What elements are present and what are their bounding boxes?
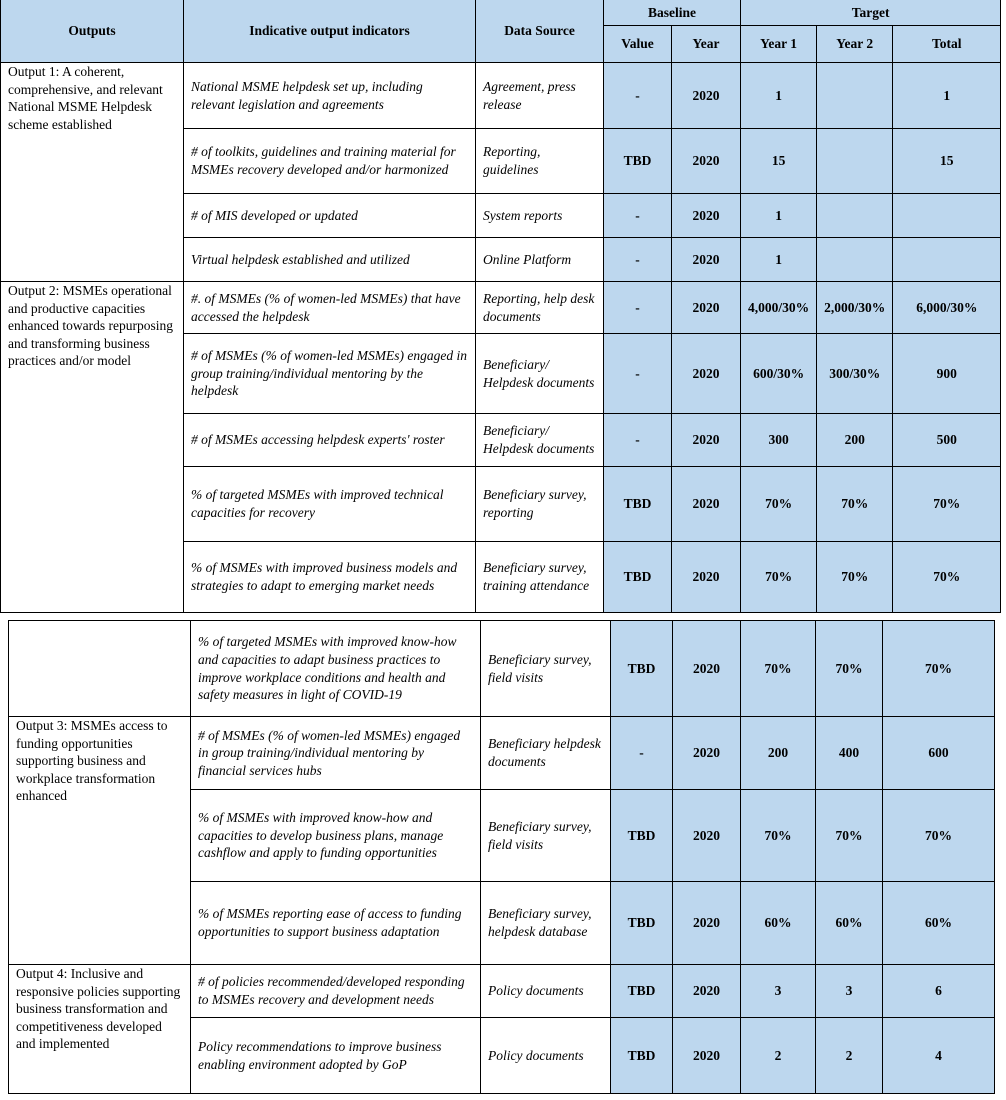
header-target: Target — [741, 0, 1001, 26]
results-table-part-2 — [8, 620, 995, 1094]
target-year1-cell: 300 — [741, 414, 817, 467]
target-year2-cell: 2 — [816, 1018, 883, 1094]
baseline-value-cell: - — [611, 717, 673, 790]
target-year2-cell — [817, 129, 893, 194]
baseline-year-cell: 2020 — [673, 790, 741, 882]
table-row — [1, 282, 1001, 334]
target-year1-cell: 200 — [741, 717, 816, 790]
target-year2-cell: 200 — [817, 414, 893, 467]
header-baseline: Baseline — [604, 0, 741, 26]
data-source-cell: Online Platform — [476, 238, 604, 282]
target-year1-cell: 600/30% — [741, 334, 817, 414]
baseline-year-cell: 2020 — [672, 129, 741, 194]
baseline-year-cell: 2020 — [673, 1018, 741, 1094]
baseline-value-cell: TBD — [611, 965, 673, 1018]
target-year2-cell: 400 — [816, 717, 883, 790]
indicator-cell: % of MSMEs with improved know-how and capacities to develop business plans, manage cashflow and apply to funding opportunities — [191, 790, 481, 882]
indicator-cell: # of MIS developed or updated — [184, 194, 476, 238]
target-year1-cell: 4,000/30% — [741, 282, 817, 334]
target-year1-cell: 70% — [741, 542, 817, 613]
baseline-year-cell: 2020 — [672, 542, 741, 613]
indicator-cell: #. of MSMEs (% of women-led MSMEs) that have accessed the helpdesk — [184, 282, 476, 334]
output-cell: Output 1: A coherent, comprehensive, and relevant National MSME Helpdesk scheme established — [1, 63, 184, 282]
data-source-cell: Beneficiary survey, field visits — [481, 621, 611, 717]
baseline-value-cell: TBD — [604, 467, 672, 542]
target-year1-cell: 1 — [741, 63, 817, 129]
target-total-cell: 70% — [883, 621, 995, 717]
data-source-cell: Beneficiary survey, field visits — [481, 790, 611, 882]
target-year2-cell: 70% — [816, 790, 883, 882]
baseline-year-cell: 2020 — [673, 882, 741, 965]
target-total-cell: 15 — [893, 129, 1001, 194]
data-source-cell: Beneficiary/ Helpdesk documents — [476, 414, 604, 467]
indicator-cell: Virtual helpdesk established and utilized — [184, 238, 476, 282]
header-year1: Year 1 — [741, 26, 817, 63]
target-total-cell: 60% — [883, 882, 995, 965]
header-total: Total — [893, 26, 1001, 63]
indicator-cell: % of MSMEs reporting ease of access to funding opportunities to support business adaptation — [191, 882, 481, 965]
target-year1-cell: 1 — [741, 238, 817, 282]
indicator-cell: # of MSMEs (% of women-led MSMEs) engaged in group training/individual mentoring by the helpdesk — [184, 334, 476, 414]
table-row — [9, 965, 995, 1018]
target-year1-cell: 70% — [741, 621, 816, 717]
baseline-value-cell: TBD — [611, 621, 673, 717]
indicator-cell: # of toolkits, guidelines and training material for MSMEs recovery developed and/or harmonized — [184, 129, 476, 194]
table-row — [1, 63, 1001, 129]
baseline-value-cell: - — [604, 63, 672, 129]
data-source-cell: Beneficiary survey, helpdesk database — [481, 882, 611, 965]
baseline-value-cell: - — [604, 334, 672, 414]
baseline-year-cell: 2020 — [672, 238, 741, 282]
header-year: Year — [672, 26, 741, 63]
target-year1-cell: 15 — [741, 129, 817, 194]
baseline-value-cell: TBD — [611, 882, 673, 965]
target-year2-cell: 70% — [817, 542, 893, 613]
target-total-cell: 600 — [883, 717, 995, 790]
header-value: Value — [604, 26, 672, 63]
baseline-value-cell: - — [604, 194, 672, 238]
target-year2-cell: 300/30% — [817, 334, 893, 414]
baseline-year-cell: 2020 — [673, 621, 741, 717]
target-total-cell: 70% — [893, 467, 1001, 542]
output-cell — [9, 621, 191, 717]
data-source-cell: Policy documents — [481, 965, 611, 1018]
table-row — [9, 621, 995, 717]
target-year1-cell: 2 — [741, 1018, 816, 1094]
target-total-cell: 70% — [893, 542, 1001, 613]
data-source-cell: Beneficiary helpdesk documents — [481, 717, 611, 790]
baseline-year-cell: 2020 — [672, 334, 741, 414]
data-source-cell: Agreement, press release — [476, 63, 604, 129]
output-cell: Output 2: MSMEs operational and productive capacities enhanced towards repurposing and transforming business practices and/or model — [1, 282, 184, 613]
data-source-cell: Reporting, guidelines — [476, 129, 604, 194]
data-source-cell: Beneficiary survey, reporting — [476, 467, 604, 542]
target-total-cell: 6,000/30% — [893, 282, 1001, 334]
header-year2: Year 2 — [817, 26, 893, 63]
target-total-cell: 900 — [893, 334, 1001, 414]
baseline-value-cell: - — [604, 238, 672, 282]
target-total-cell: 6 — [883, 965, 995, 1018]
baseline-year-cell: 2020 — [672, 414, 741, 467]
target-total-cell — [893, 194, 1001, 238]
baseline-year-cell: 2020 — [672, 282, 741, 334]
target-year2-cell: 70% — [816, 621, 883, 717]
target-year2-cell: 2,000/30% — [817, 282, 893, 334]
baseline-value-cell: TBD — [604, 542, 672, 613]
output-cell: Output 4: Inclusive and responsive policies supporting business transformation and competitiveness developed and implemented — [9, 965, 191, 1094]
output-cell: Output 3: MSMEs access to funding opportunities supporting business and workplace transformation enhanced — [9, 717, 191, 965]
target-total-cell: 500 — [893, 414, 1001, 467]
baseline-value-cell: TBD — [611, 790, 673, 882]
target-total-cell — [893, 238, 1001, 282]
indicator-cell: Policy recommendations to improve business enabling environment adopted by GoP — [191, 1018, 481, 1094]
header-outputs: Outputs — [1, 0, 184, 63]
data-source-cell: Beneficiary survey, training attendance — [476, 542, 604, 613]
indicator-cell: # of MSMEs (% of women-led MSMEs) engaged in group training/individual mentoring by financial services hubs — [191, 717, 481, 790]
target-year2-cell: 60% — [816, 882, 883, 965]
target-total-cell: 4 — [883, 1018, 995, 1094]
data-source-cell: Reporting, help desk documents — [476, 282, 604, 334]
target-year1-cell: 1 — [741, 194, 817, 238]
target-year1-cell: 70% — [741, 467, 817, 542]
baseline-year-cell: 2020 — [672, 467, 741, 542]
target-year1-cell: 60% — [741, 882, 816, 965]
target-year1-cell: 3 — [741, 965, 816, 1018]
indicator-cell: % of targeted MSMEs with improved technical capacities for recovery — [184, 467, 476, 542]
target-year1-cell: 70% — [741, 790, 816, 882]
data-source-cell: Beneficiary/ Helpdesk documents — [476, 334, 604, 414]
indicator-cell: # of MSMEs accessing helpdesk experts' roster — [184, 414, 476, 467]
target-year2-cell — [817, 238, 893, 282]
baseline-year-cell: 2020 — [673, 717, 741, 790]
indicator-cell: # of policies recommended/developed responding to MSMEs recovery and development needs — [191, 965, 481, 1018]
indicator-cell: % of MSMEs with improved business models and strategies to adapt to emerging market needs — [184, 542, 476, 613]
table-row — [9, 717, 995, 790]
target-year2-cell — [817, 63, 893, 129]
target-year2-cell: 3 — [816, 965, 883, 1018]
indicator-cell: National MSME helpdesk set up, including relevant legislation and agreements — [184, 63, 476, 129]
header-data-source: Data Source — [476, 0, 604, 63]
data-source-cell: System reports — [476, 194, 604, 238]
baseline-value-cell: - — [604, 282, 672, 334]
baseline-year-cell: 2020 — [672, 194, 741, 238]
indicator-cell: % of targeted MSMEs with improved know-how and capacities to adapt business practices to improve workplace conditions and health and safety measures in light of COVID-19 — [191, 621, 481, 717]
baseline-value-cell: TBD — [604, 129, 672, 194]
baseline-year-cell: 2020 — [673, 965, 741, 1018]
baseline-value-cell: - — [604, 414, 672, 467]
target-year2-cell: 70% — [817, 467, 893, 542]
header-indicators: Indicative output indicators — [184, 0, 476, 63]
baseline-value-cell: TBD — [611, 1018, 673, 1094]
target-total-cell: 70% — [883, 790, 995, 882]
target-total-cell: 1 — [893, 63, 1001, 129]
data-source-cell: Policy documents — [481, 1018, 611, 1094]
baseline-year-cell: 2020 — [672, 63, 741, 129]
target-year2-cell — [817, 194, 893, 238]
